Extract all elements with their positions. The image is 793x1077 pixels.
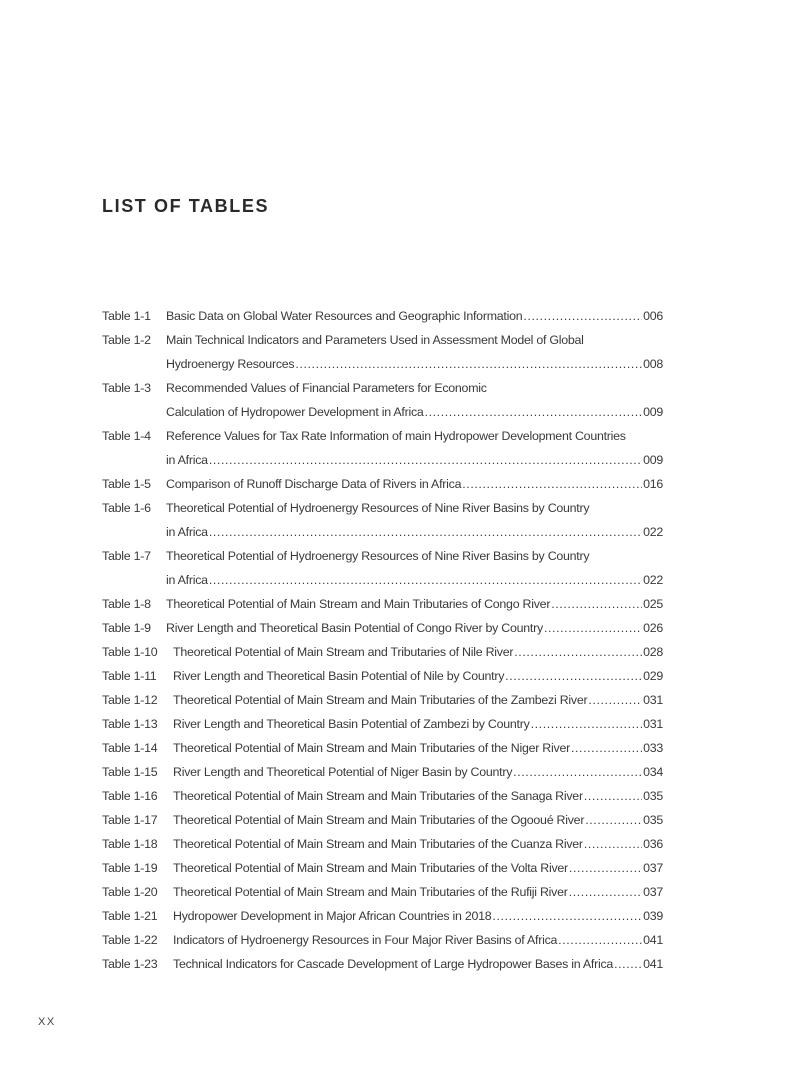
table-label: Table 1-22 xyxy=(102,933,158,947)
page-title: LIST OF TABLES xyxy=(102,196,270,216)
toc-entry xyxy=(102,954,663,978)
dot-leader xyxy=(513,762,642,786)
toc-entry xyxy=(102,906,663,930)
table-label: Table 1-8 xyxy=(102,597,151,611)
page-reference: 036 xyxy=(643,837,663,851)
toc-entry xyxy=(102,786,663,810)
table-title: Theoretical Potential of Main Stream and Main Tributaries of Congo River xyxy=(166,597,551,611)
table-title: Theoretical Potential of Hydroenergy Resources of Nine River Basins by Country xyxy=(166,501,590,515)
toc-entry xyxy=(102,882,663,906)
toc-entry xyxy=(102,306,663,330)
dot-leader xyxy=(585,810,642,834)
table-title: Calculation of Hydropower Development in Africa xyxy=(166,405,424,419)
page-reference: 037 xyxy=(643,861,663,875)
page-reference: 028 xyxy=(643,645,663,659)
toc-entry-continuation xyxy=(102,450,663,474)
page-reference: 008 xyxy=(643,357,663,371)
table-title: Theoretical Potential of Main Stream and Main Tributaries of the Cuanza River xyxy=(173,837,583,851)
table-title: Technical Indicators for Cascade Development of Large Hydropower Bases in Africa xyxy=(173,957,614,971)
table-label: Table 1-16 xyxy=(102,789,158,803)
table-label: Table 1-9 xyxy=(102,621,151,635)
table-title: in Africa xyxy=(166,525,208,539)
table-label: Table 1-11 xyxy=(102,669,157,683)
table-label: Table 1-2 xyxy=(102,333,151,347)
table-title: Comparison of Runoff Discharge Data of Rivers in Africa xyxy=(166,477,462,491)
page-reference: 034 xyxy=(643,765,663,779)
toc-entry xyxy=(102,594,663,618)
table-title: Theoretical Potential of Hydroenergy Resources of Nine River Basins by Country xyxy=(166,549,590,563)
table-label xyxy=(102,402,166,426)
table-title: River Length and Theoretical Basin Potential of Zambezi by Country xyxy=(173,717,530,731)
table-label xyxy=(102,522,166,546)
table-title: Theoretical Potential of Main Stream and Tributaries of Nile River xyxy=(173,645,514,659)
page-reference: 026 xyxy=(643,621,663,635)
table-label: Table 1-17 xyxy=(102,813,158,827)
table-title: Theoretical Potential of Main Stream and Main Tributaries of the Volta River xyxy=(173,861,568,875)
dot-leader xyxy=(209,450,642,474)
dot-leader xyxy=(558,930,642,954)
toc-entry-continuation xyxy=(102,570,663,594)
toc-entry xyxy=(102,834,663,858)
page-reference: 016 xyxy=(643,477,663,491)
page-reference: 009 xyxy=(643,405,663,419)
toc-entry xyxy=(102,426,663,450)
toc-entry xyxy=(102,474,663,498)
table-label: Table 1-6 xyxy=(102,501,151,515)
table-label: Table 1-4 xyxy=(102,429,151,443)
dot-leader xyxy=(531,714,642,738)
table-label: Table 1-14 xyxy=(102,741,158,755)
page-reference: 041 xyxy=(643,957,663,971)
table-label: Table 1-7 xyxy=(102,549,151,563)
toc-entry xyxy=(102,642,663,666)
table-label: Table 1-20 xyxy=(102,885,158,899)
table-label: Table 1-1 xyxy=(102,309,151,323)
table-label: Table 1-19 xyxy=(102,861,158,875)
page-reference: 039 xyxy=(643,909,663,923)
page-reference: 025 xyxy=(643,597,663,611)
table-title: Theoretical Potential of Main Stream and Main Tributaries of the Niger River xyxy=(173,741,570,755)
table-title: Indicators of Hydroenergy Resources in Four Major River Basins of Africa xyxy=(173,933,558,947)
table-title: River Length and Theoretical Potential of Niger Basin by Country xyxy=(173,765,513,779)
page-reference: 033 xyxy=(643,741,663,755)
table-label xyxy=(102,570,166,594)
table-title: Hydroenergy Resources xyxy=(166,357,295,371)
table-label xyxy=(102,450,166,474)
dot-leader xyxy=(462,474,642,498)
page-reference: 041 xyxy=(643,933,663,947)
table-label: Table 1-21 xyxy=(102,909,158,923)
table-title: River Length and Theoretical Basin Potential of Nile by Country xyxy=(173,669,505,683)
toc-entry xyxy=(102,330,663,354)
dot-leader xyxy=(584,786,642,810)
table-label: Table 1-5 xyxy=(102,477,151,491)
toc-entry-continuation xyxy=(102,402,663,426)
page-reference: 009 xyxy=(643,453,663,467)
toc-entry xyxy=(102,690,663,714)
table-title: Hydropower Development in Major African Countries in 2018 xyxy=(173,909,492,923)
dot-leader xyxy=(514,642,642,666)
page-reference: 031 xyxy=(643,717,663,731)
table-label xyxy=(102,354,166,378)
toc-entry xyxy=(102,618,663,642)
toc-entry xyxy=(102,762,663,786)
table-label: Table 1-13 xyxy=(102,717,158,731)
table-title: in Africa xyxy=(166,453,208,467)
toc-entry xyxy=(102,378,663,402)
list-of-tables xyxy=(102,306,663,978)
dot-leader xyxy=(544,618,642,642)
page-number-footer: XX xyxy=(38,1016,56,1028)
table-label: Table 1-3 xyxy=(102,381,151,395)
table-label: Table 1-18 xyxy=(102,837,158,851)
table-label: Table 1-23 xyxy=(102,957,158,971)
toc-entry xyxy=(102,546,663,570)
toc-entry xyxy=(102,666,663,690)
page-reference: 035 xyxy=(643,789,663,803)
toc-entry xyxy=(102,714,663,738)
page-reference: 029 xyxy=(643,669,663,683)
dot-leader xyxy=(588,690,642,714)
toc-entry-continuation xyxy=(102,354,663,378)
page-reference: 035 xyxy=(643,813,663,827)
dot-leader xyxy=(569,882,642,906)
dot-leader xyxy=(295,354,642,378)
toc-entry xyxy=(102,498,663,522)
table-title: River Length and Theoretical Basin Potential of Congo River by Country xyxy=(166,621,543,635)
page-reference: 022 xyxy=(643,525,663,539)
dot-leader xyxy=(614,954,642,978)
table-title: Theoretical Potential of Main Stream and Main Tributaries of the Sanaga River xyxy=(173,789,583,803)
dot-leader xyxy=(569,858,642,882)
dot-leader xyxy=(492,906,642,930)
dot-leader xyxy=(551,594,642,618)
table-title: Main Technical Indicators and Parameters Used in Assessment Model of Global xyxy=(166,333,584,347)
page-reference: 022 xyxy=(643,573,663,587)
dot-leader xyxy=(209,522,642,546)
table-title: Theoretical Potential of Main Stream and Main Tributaries of the Zambezi River xyxy=(173,693,588,707)
page-reference: 031 xyxy=(643,693,663,707)
dot-leader xyxy=(571,738,642,762)
table-label: Table 1-10 xyxy=(102,645,158,659)
dot-leader xyxy=(584,834,642,858)
table-title: Theoretical Potential of Main Stream and Main Tributaries of the Rufiji River xyxy=(173,885,568,899)
table-title: Recommended Values of Financial Parameters for Economic xyxy=(166,381,487,395)
dot-leader xyxy=(209,570,642,594)
table-title: Basic Data on Global Water Resources and Geographic Information xyxy=(166,309,523,323)
table-label: Table 1-12 xyxy=(102,693,158,707)
table-title: Theoretical Potential of Main Stream and Main Tributaries of the Ogooué River xyxy=(173,813,585,827)
toc-entry-continuation xyxy=(102,522,663,546)
toc-entry xyxy=(102,858,663,882)
page-reference: 006 xyxy=(643,309,663,323)
dot-leader xyxy=(425,402,643,426)
toc-entry xyxy=(102,930,663,954)
table-title: Reference Values for Tax Rate Information of main Hydropower Development Countries xyxy=(166,429,626,443)
table-title: in Africa xyxy=(166,573,208,587)
dot-leader xyxy=(505,666,642,690)
toc-entry xyxy=(102,738,663,762)
page-reference: 037 xyxy=(643,885,663,899)
toc-entry xyxy=(102,810,663,834)
dot-leader xyxy=(523,306,642,330)
table-label: Table 1-15 xyxy=(102,765,158,779)
